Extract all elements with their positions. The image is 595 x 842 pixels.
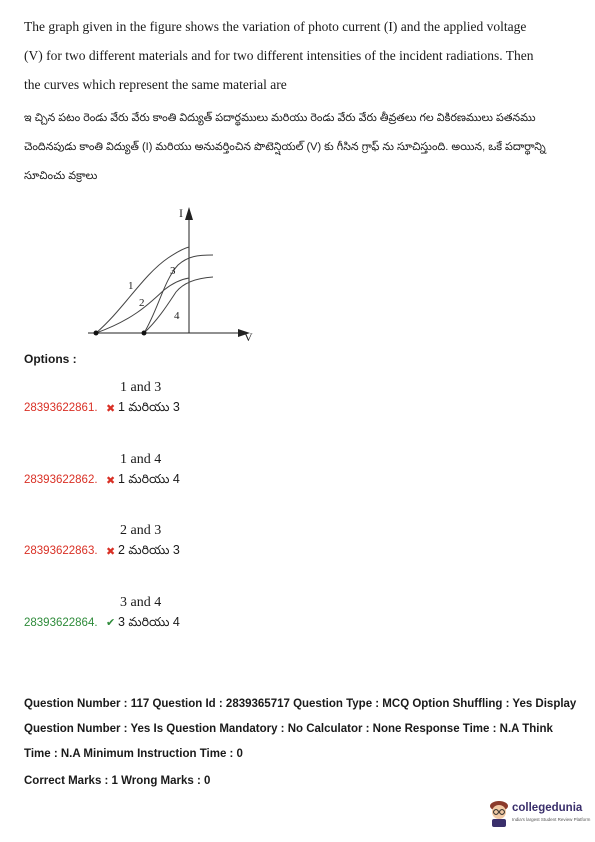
collegedunia-logo[interactable] — [488, 800, 591, 830]
cross-icon: ✖ — [106, 403, 116, 415]
option-2-english: 1 and 4 — [120, 452, 162, 467]
cross-icon: ✖ — [106, 475, 116, 487]
check-icon: ✔ — [106, 617, 116, 629]
cross-icon: ✖ — [106, 546, 116, 558]
curve-label-4: 4 — [174, 310, 180, 322]
question-text-english: The graph given in the figure shows the variation of photo current (I) and the applied voltage (V) for two different materials and for two different intensities of the incident radiations. Then the curves which represent the same material are — [24, 19, 534, 92]
option-4-telugu: 3 మరియు 4 — [118, 615, 180, 629]
curve-label-2: 2 — [139, 297, 145, 309]
option-2-id: 28393622862. — [24, 474, 98, 486]
options-heading: Options : — [24, 352, 77, 366]
question-metadata — [24, 692, 580, 794]
option-3-id: 28393622863. — [24, 545, 98, 557]
option-1-telugu: 1 మరియు 3 — [118, 400, 180, 414]
option-1-english: 1 and 3 — [120, 380, 162, 395]
marks-line: Correct Marks : 1 Wrong Marks : 0 — [24, 775, 211, 787]
y-axis-arrow — [185, 207, 193, 220]
curve-label-3: 3 — [170, 265, 176, 277]
option-4-english: 3 and 4 — [120, 595, 162, 610]
option-1-id: 28393622861. — [24, 402, 98, 414]
curve-label-1: 1 — [128, 280, 134, 292]
metadata-line: Question Number : 117 Question Id : 2839365717 Question Type : MCQ Option Shuffling : Yes Display Question Number : Yes Is Question Mandatory : No Calculator : None Response Time : N.A Think Time : N.A Minimum Instruction Time : 0 — [24, 698, 577, 760]
option-4-id: 28393622864. — [24, 617, 98, 629]
logo-tagline: India's largest Student Review Platform — [512, 817, 591, 822]
mascot-icon — [488, 800, 510, 828]
option-3-english: 2 and 3 — [120, 523, 162, 538]
option-3-telugu: 2 మరియు 3 — [118, 543, 180, 557]
option-2-telugu: 1 మరియు 4 — [118, 472, 180, 486]
x-axis-label: V — [244, 330, 253, 344]
stopping-point-left — [94, 331, 99, 336]
y-axis-label: I — [179, 206, 183, 220]
stopping-point-right — [142, 331, 147, 336]
photocurrent-graph — [88, 200, 268, 350]
curve-4 — [144, 277, 213, 333]
question-text-telugu: ఇ చ్చిన పటం రెండు వేరు వేరు కాంతి విద్యుత్ పదార్థములు మరియు రెండు వేరు వేరు తీవ్రతలు గల వికిరణములు పతనము చెందినపుడు కాంతి విద్యుత్ (I) మరియు అనువర్తించిన పొటెన్షియల్ (V) కు గీసిన గ్రాఫ్ ను సూచిస్తుంది. అయిన, ఒకే పదార్థాన్ని సూచించు వక్రాలు — [24, 112, 546, 182]
logo-name: collegedunia — [512, 802, 583, 814]
